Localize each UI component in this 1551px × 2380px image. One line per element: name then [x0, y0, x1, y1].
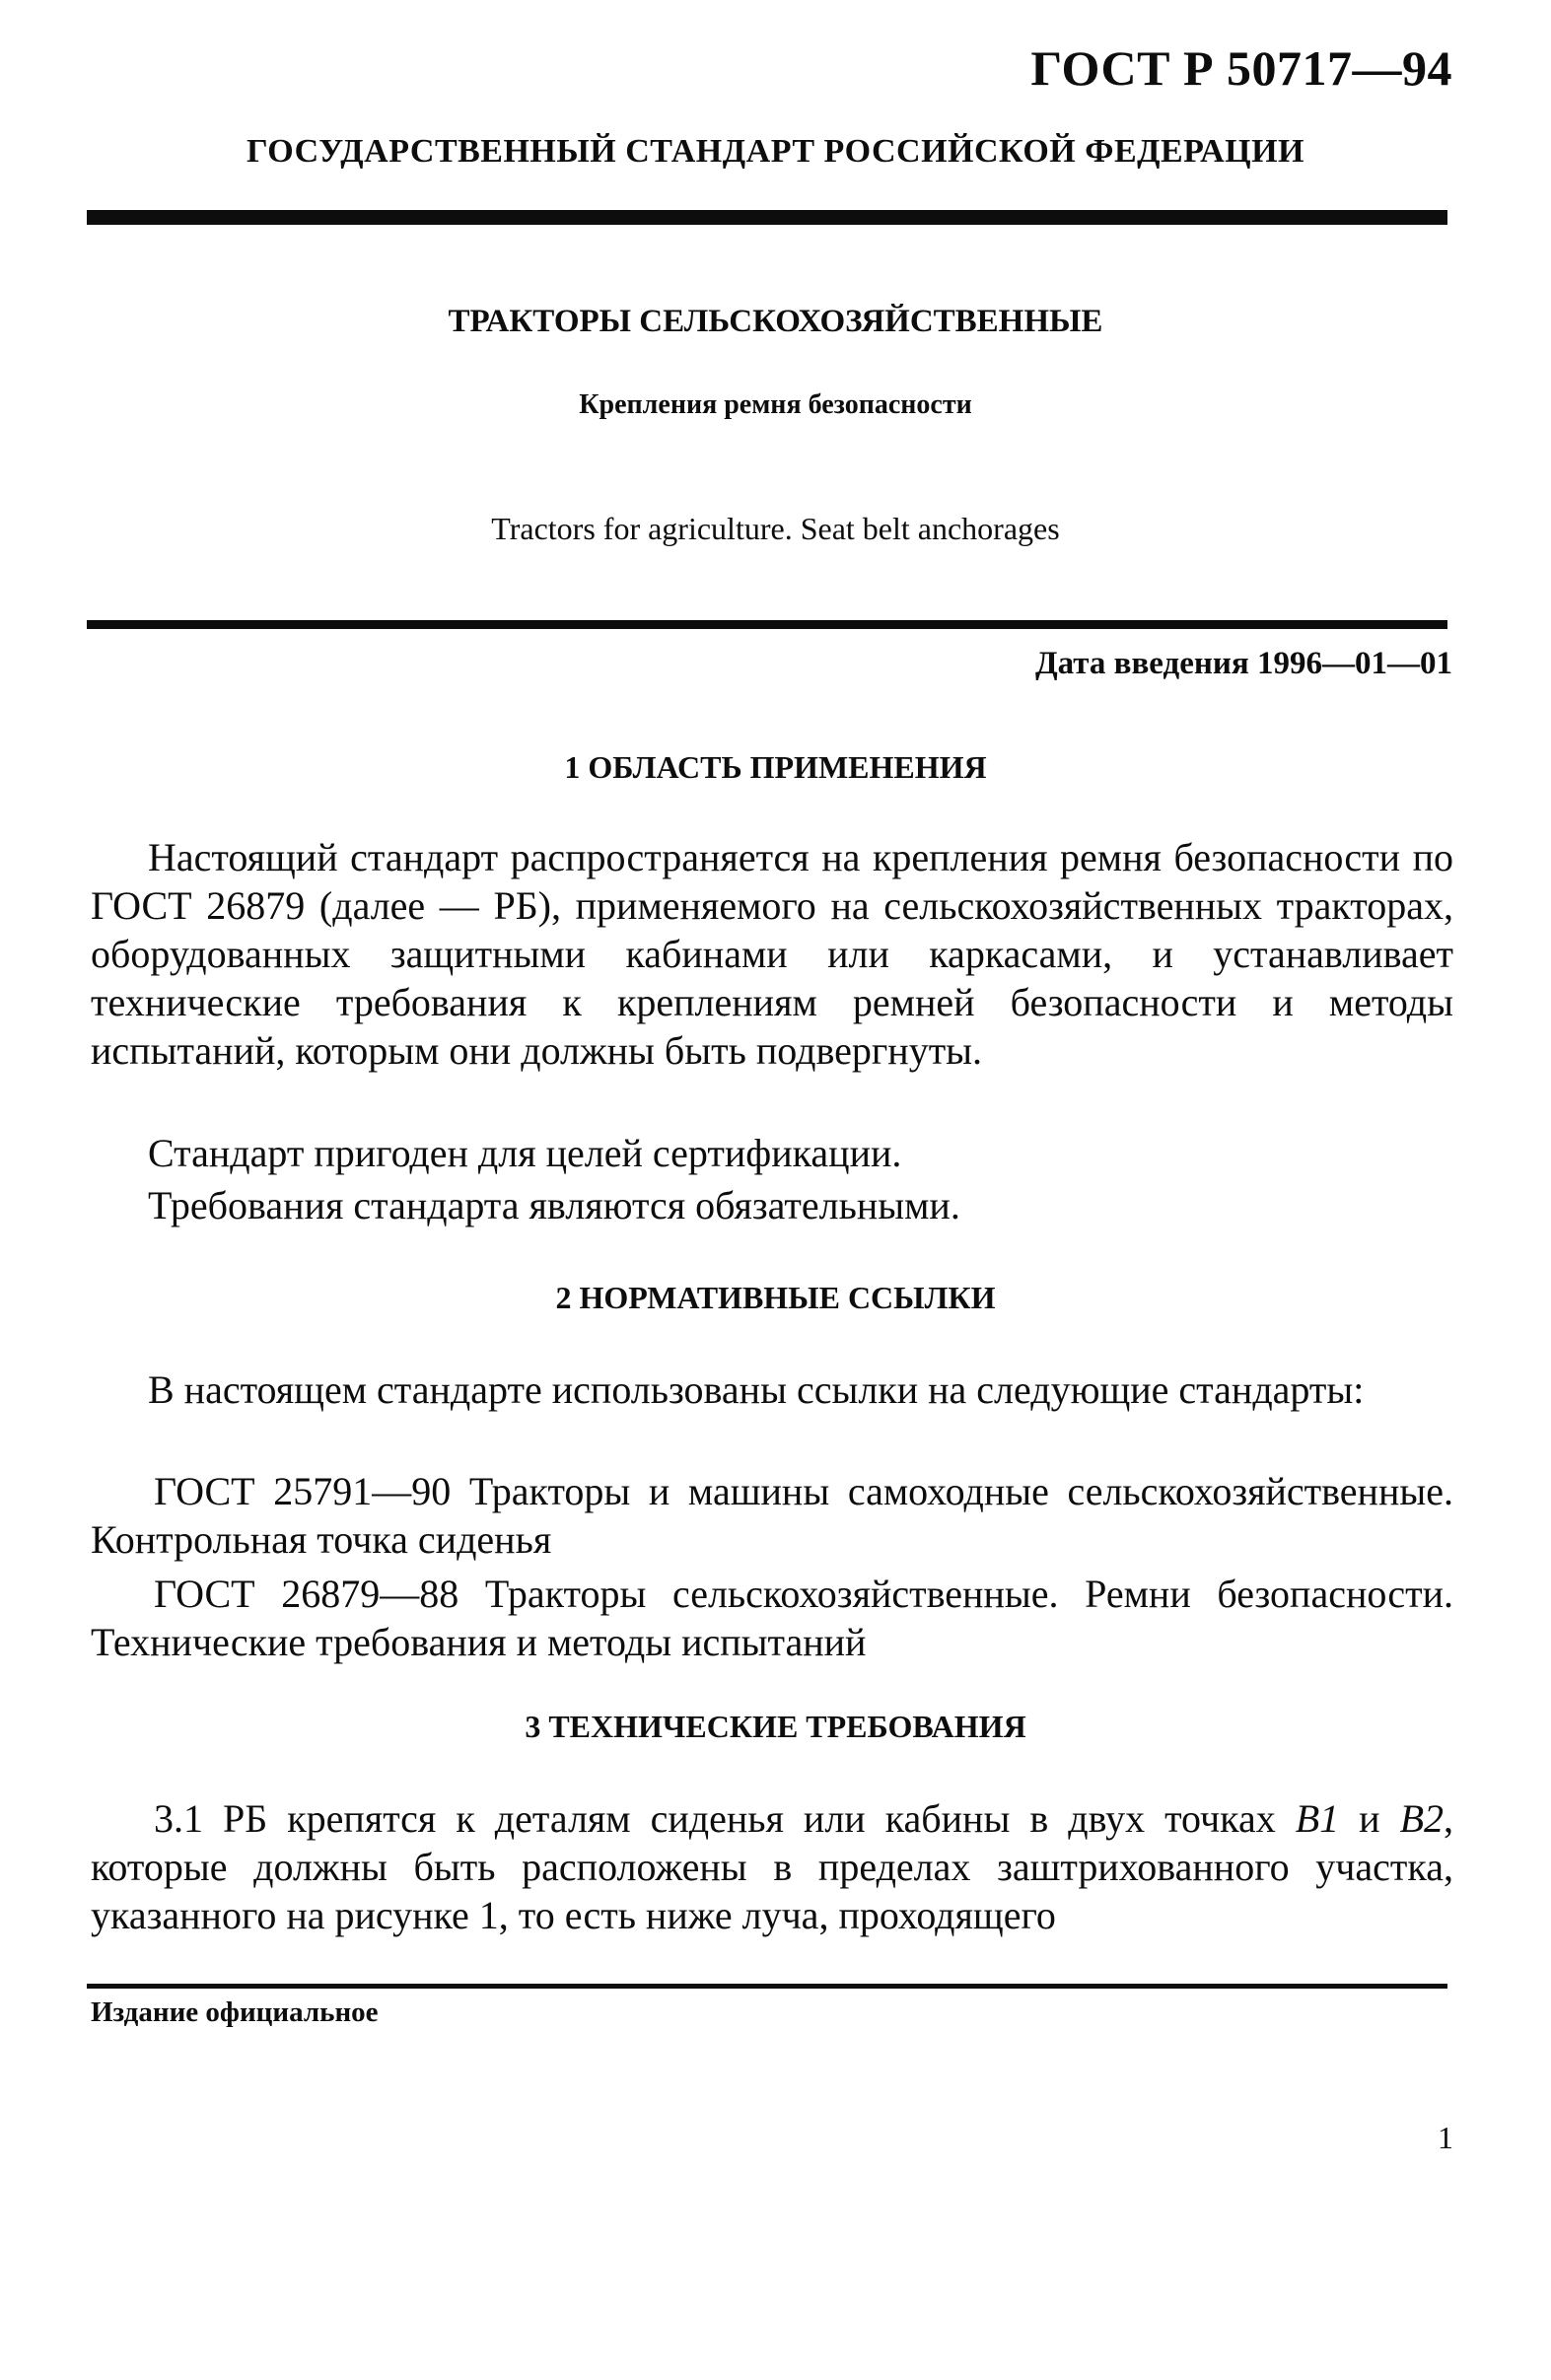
point-b1: B1: [1295, 1796, 1340, 1841]
state-standard-heading: ГОСУДАРСТВЕННЫЙ СТАНДАРТ РОССИЙСКОЙ ФЕДЕРАЦИИ: [247, 133, 1304, 170]
section-2-heading: 2 НОРМАТИВНЫЕ ССЫЛКИ: [555, 1280, 996, 1315]
reference-gost-26879: ГОСТ 26879—88 Тракторы сельскохозяйственные. Ремни безопасности. Технические требования и методы испытаний: [91, 1572, 1453, 1664]
section-1-paragraph: Настоящий стандарт распространяется на крепления ремня безопасности по ГОСТ 26879 (далее — РБ), применяемого на сельскохозяйственных тракторах, оборудованных защитными кабинами или каркасами, и устанавливает технические требования к креплениям ремней безопасности и методы испытаний, которым они должны быть подвергнуты.: [91, 835, 1453, 1073]
title-rule: [87, 620, 1447, 629]
introduction-date: Дата введения 1996—01—01: [1034, 646, 1452, 681]
edition-note: Издание официальное: [91, 1996, 379, 2028]
header-rule: [87, 210, 1447, 225]
page-number: 1: [1438, 2120, 1453, 2155]
section-1-mandatory-note: Требования стандарта являются обязательными.: [148, 1183, 960, 1227]
reference-gost-25791: ГОСТ 25791—90 Тракторы и машины самоходные сельскохозяйственные. Контрольная точка сиденья: [91, 1469, 1453, 1562]
document-subtitle: Крепления ремня безопасности: [579, 389, 972, 420]
point-b2: B2: [1399, 1796, 1445, 1841]
section-1-certification-note: Стандарт пригоден для целей сертификации.: [148, 1131, 902, 1175]
section-2-intro: В настоящем стандарте использованы ссылки на следующие стандарты:: [148, 1367, 1365, 1412]
section-1-heading: 1 ОБЛАСТЬ ПРИМЕНЕНИЯ: [564, 749, 987, 785]
paragraph-text: 3.1 РБ крепятся к деталям сиденья или кабины в двух точках: [154, 1796, 1296, 1841]
paragraph-text: , которые должны быть расположены в пределах заштрихованного участка, указанного на рисунке 1, то есть ниже луча, проходящего: [91, 1796, 1454, 1937]
section-3-paragraph: [91, 1794, 1453, 1939]
section-3-heading: 3 ТЕХНИЧЕСКИЕ ТРЕБОВАНИЯ: [525, 1709, 1026, 1744]
standard-number: ГОСТ Р 50717—94: [1030, 40, 1452, 96]
paragraph-text: и: [1339, 1796, 1400, 1841]
footer-rule: [87, 1984, 1447, 1989]
document-title: ТРАКТОРЫ СЕЛЬСКОХОЗЯЙСТВЕННЫЕ: [448, 304, 1103, 339]
english-title: Tractors for agriculture. Seat belt anchorages: [491, 511, 1060, 546]
